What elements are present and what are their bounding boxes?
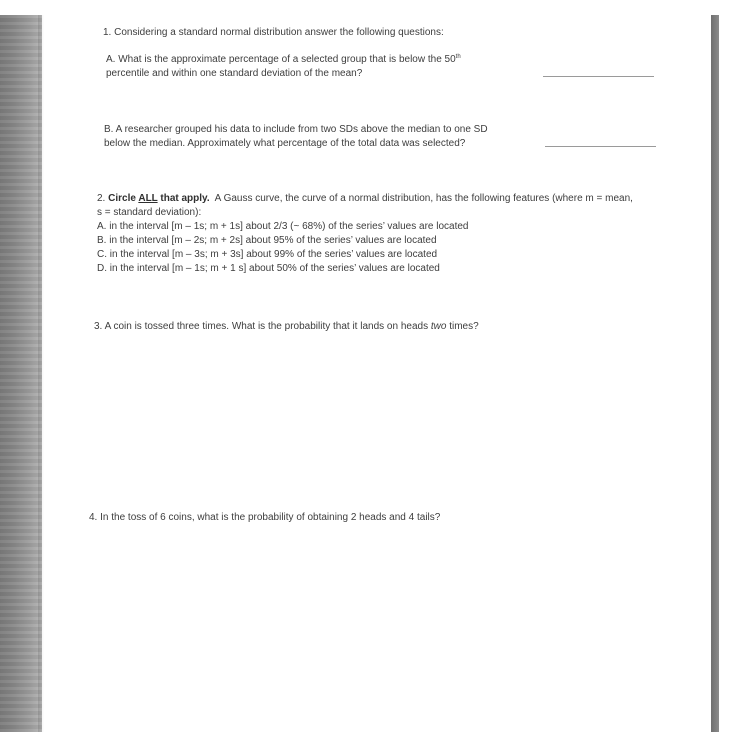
q2-line1	[97, 192, 633, 205]
desk-background-right	[711, 15, 719, 732]
q1a-answer-blank[interactable]	[543, 76, 654, 77]
q1b-answer-blank[interactable]	[545, 146, 656, 147]
q2-circle-word: Circle	[108, 193, 136, 204]
q1a-line1	[106, 53, 461, 66]
q3-text	[94, 320, 479, 333]
q2-number: 2.	[97, 193, 106, 204]
paper-edge-shadow	[38, 15, 44, 732]
q4-text: 4. In the toss of 6 coins, what is the probability of obtaining 2 heads and 4 tails?	[89, 512, 441, 523]
q2-instructions: A Gauss curve, the curve of a normal distribution, has the following features (where m = mean,	[214, 193, 633, 204]
q2-that-apply: that apply.	[160, 193, 210, 204]
q3-emphasis: two	[430, 321, 447, 332]
q2-option-b[interactable]: B. in the interval [m – 2s; m + 2s] about 95% of the series’ values are located	[97, 235, 437, 246]
q2-all-word: ALL	[138, 193, 158, 204]
q2-option-a[interactable]: A. in the interval [m – 1s; m + 1s] about 2/3 (~ 68%) of the series’ values are located	[97, 221, 469, 232]
q1b-line2: below the median. Approximately what percentage of the total data was selected?	[104, 138, 466, 149]
q1a-line2: percentile and within one standard deviation of the mean?	[106, 68, 363, 79]
q2-option-c[interactable]: C. in the interval [m – 3s; m + 3s] about 99% of the series’ values are located	[97, 249, 438, 260]
q3-prefix: 3. A coin is tossed three times. What is the probability that it lands on heads	[94, 321, 429, 332]
desk-background-left	[0, 15, 42, 732]
q1b-line1: B. A researcher grouped his data to include from two SDs above the median to one SD	[104, 124, 488, 135]
q3-suffix: times?	[449, 321, 479, 332]
q1-intro: 1. Considering a standard normal distribution answer the following questions:	[103, 27, 444, 38]
q1a-superscript: th	[455, 54, 461, 60]
q2-option-d[interactable]: D. in the interval [m – 1s; m + 1 s] about 50% of the series’ values are located	[97, 263, 440, 274]
q2-line2: s = standard deviation):	[97, 207, 202, 218]
q1a-text: A. What is the approximate percentage of a selected group that is below the 50	[106, 54, 456, 65]
